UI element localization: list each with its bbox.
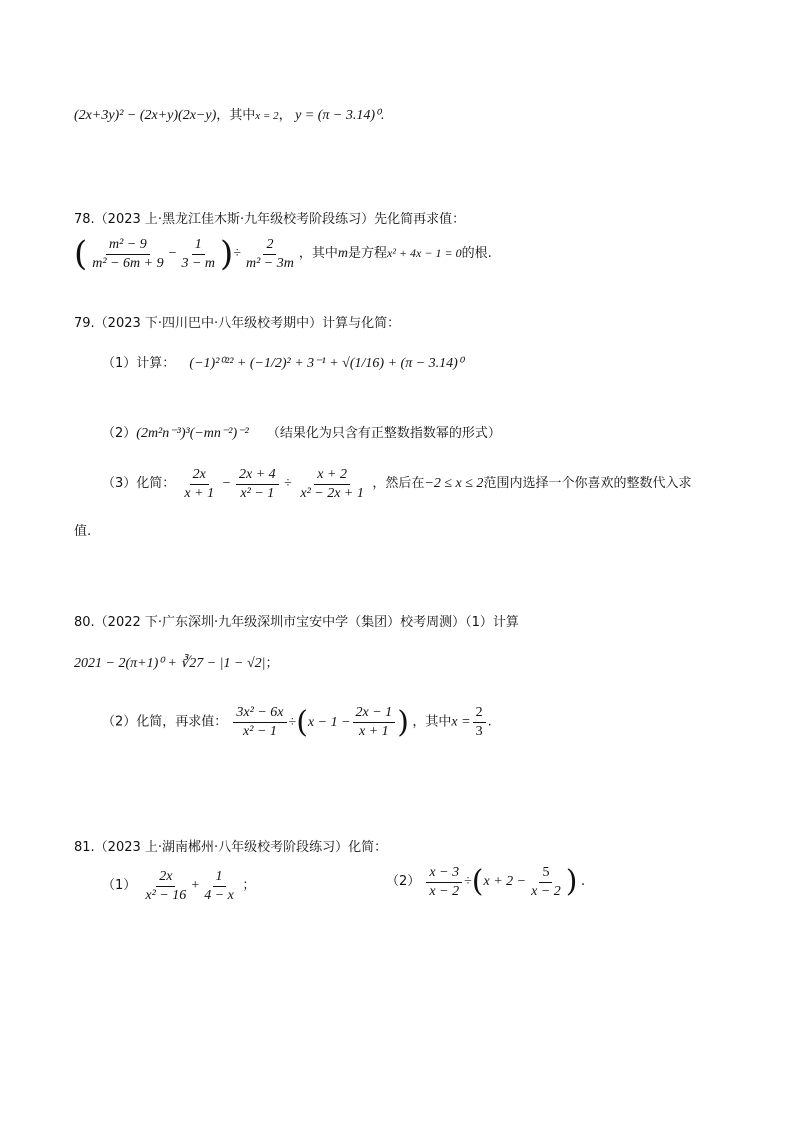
- p81-q1-label: （1）: [102, 878, 137, 894]
- p80-q2-end: .: [487, 714, 492, 730]
- p79-q1-label: （1）计算：: [102, 356, 176, 371]
- paren-open: (: [74, 234, 88, 274]
- p78-var-m: m: [337, 246, 349, 262]
- p79-q3-fraction-2: $\frac{2x + 4}{\text{x² − 1}}$: [236, 466, 279, 502]
- p79-header: 79.（2023 下·四川巴中·八年级校考期中）计算与化简：: [74, 316, 401, 331]
- p80-q2-fraction-2: $\frac{2x - 1}{x + 1}$: [353, 704, 396, 740]
- p77-where-text: ，其中: [216, 108, 256, 123]
- p77-condition-y: y = (π − 3.14)⁰: [295, 108, 381, 123]
- p81-q1-end: ；: [242, 878, 256, 894]
- paren-close: ): [397, 704, 409, 740]
- paren-close: ): [220, 234, 234, 274]
- p81-q2-fraction-2: $\frac{5}{x - 2}$: [531, 865, 561, 899]
- p81-q2: （2） $\frac{x - 3}{x - 2}$ ÷(x + 2 − $\frac{5}{x - 2}$ ) .: [386, 864, 586, 899]
- p81-q1-fraction-1: $\frac{2x}{\text{x² − 16}}$: [145, 869, 187, 903]
- p81-q2-end: .: [581, 874, 586, 890]
- p80-q2-text: ，其中: [412, 714, 452, 730]
- p81-q1: （1） $\frac{2x}{\text{x² − 16}}$ + $\frac{1}{4 - x}$ ；: [102, 869, 256, 903]
- p77-separator: ，: [278, 108, 292, 123]
- p81-q2-fraction-1: $\frac{x - 3}{x - 2}$: [426, 864, 462, 900]
- p77-condition-x: x = 2: [255, 110, 279, 122]
- p80-q1-end: ；: [265, 656, 279, 671]
- p78-text-c: 的根.: [461, 246, 492, 262]
- p79-q3-text-b: 范围内选择一个你喜欢的整数代入求: [483, 476, 692, 492]
- paren-open: (: [296, 704, 308, 740]
- p78-expression: ( $\frac{\text{m² − 9}}{\text{m² − 6m + 9}}$ − $\frac{1}{3 - m}$ )÷ $\frac{2}{\text{m² − 3m}}$ ，其中m是方程x² + 4x − 1 = 0的根.: [74, 234, 492, 274]
- p80-q2-x: x =: [451, 714, 471, 730]
- p79-q1: [102, 352, 463, 372]
- p77-end: .: [380, 108, 385, 123]
- p81-q2-inner: x + 2 −: [483, 874, 527, 890]
- p78-fraction-3: $\frac{2}{\text{m² − 3m}}$: [246, 237, 294, 271]
- p80-q2-label: （2）化简，再求值：: [102, 714, 228, 730]
- p79-q3: （3）化简： $\frac{2x}{x + 1}$ − $\frac{2x + 4}{\text{x² − 1}}$ ÷ $\frac{x + 2}{\text{x² − 2x + 1}}$ ，然后在−2 ≤ x ≤ 2范围内选择一个你喜欢的整数代入求: [102, 467, 692, 501]
- p79-q3-text-a: ，然后在: [372, 476, 425, 492]
- p79-q3-label: （3）化简：: [102, 476, 176, 492]
- p80-q2-inner: x − 1 −: [307, 714, 351, 730]
- p78-header: 78.（2023 上·黑龙江佳木斯·九年级校考阶段练习）先化简再求值：: [74, 212, 466, 227]
- p80-q2-fraction-1: $\frac{\text{3x² − 6x}}{\text{x² − 1}}$: [233, 704, 286, 740]
- p80-q1: [74, 652, 279, 672]
- p79-q2-note: （结果化为只含有正整数指数幂的形式）: [266, 426, 501, 441]
- p81-q1-fraction-2: $\frac{1}{4 - x}$: [204, 869, 234, 903]
- p80-header: 80.（2022 下·广东深圳·九年级深圳市宝安中学（集团）校考周测）（1）计算: [74, 615, 519, 630]
- p78-text-b: 是方程: [348, 246, 388, 262]
- paren-open: (: [471, 864, 484, 899]
- p79-q2: [102, 422, 501, 442]
- p79-q2-label: （2）: [102, 426, 137, 441]
- p78-text-a: ，其中: [298, 246, 338, 262]
- p80-q2-value: $\frac{2}{3}$: [473, 704, 486, 740]
- p77-line: [74, 104, 384, 124]
- p79-q3-fraction-3: $\frac{x + 2}{\text{x² − 2x + 1}}$: [300, 467, 364, 501]
- p80-q1-expression: 2021 − 2(π+1)⁰ + ∛27 − |1 − √2|: [74, 656, 266, 671]
- p78-equation: x² + 4x − 1 = 0: [387, 246, 462, 261]
- p79-q3-fraction-1: $\frac{2x}{x + 1}$: [184, 467, 215, 501]
- p81-q2-label: （2）: [386, 874, 421, 890]
- p79-q1-expression: (−1)²⁰²² + (−1/2)² + 3⁻¹ + √(1/16) + (π − 3.14)⁰: [189, 356, 464, 371]
- p77-expression: (2x+3y)² − (2x+y)(2x−y): [74, 108, 217, 123]
- p79-q3-text-c: 值.: [74, 524, 92, 539]
- p79-q2-expression: (2m²n⁻³)³(−mn⁻²)⁻²: [136, 426, 249, 441]
- p80-q2: （2）化简，再求值： $\frac{\text{3x² − 6x}}{\text{x² − 1}}$ ÷(x − 1 − $\frac{2x - 1}{x + 1}$ ) ，其中x = $\frac{2}{3}$ .: [102, 704, 492, 740]
- p81-header: 81.（2023 上·湖南郴州·八年级校考阶段练习）化简：: [74, 840, 388, 855]
- p79-q3-range: −2 ≤ x ≤ 2: [424, 476, 484, 492]
- p78-fraction-1: $\frac{\text{m² − 9}}{\text{m² − 6m + 9}}$: [92, 237, 164, 271]
- paren-close: ): [565, 864, 578, 899]
- p78-fraction-2: $\frac{1}{3 - m}$: [181, 237, 216, 271]
